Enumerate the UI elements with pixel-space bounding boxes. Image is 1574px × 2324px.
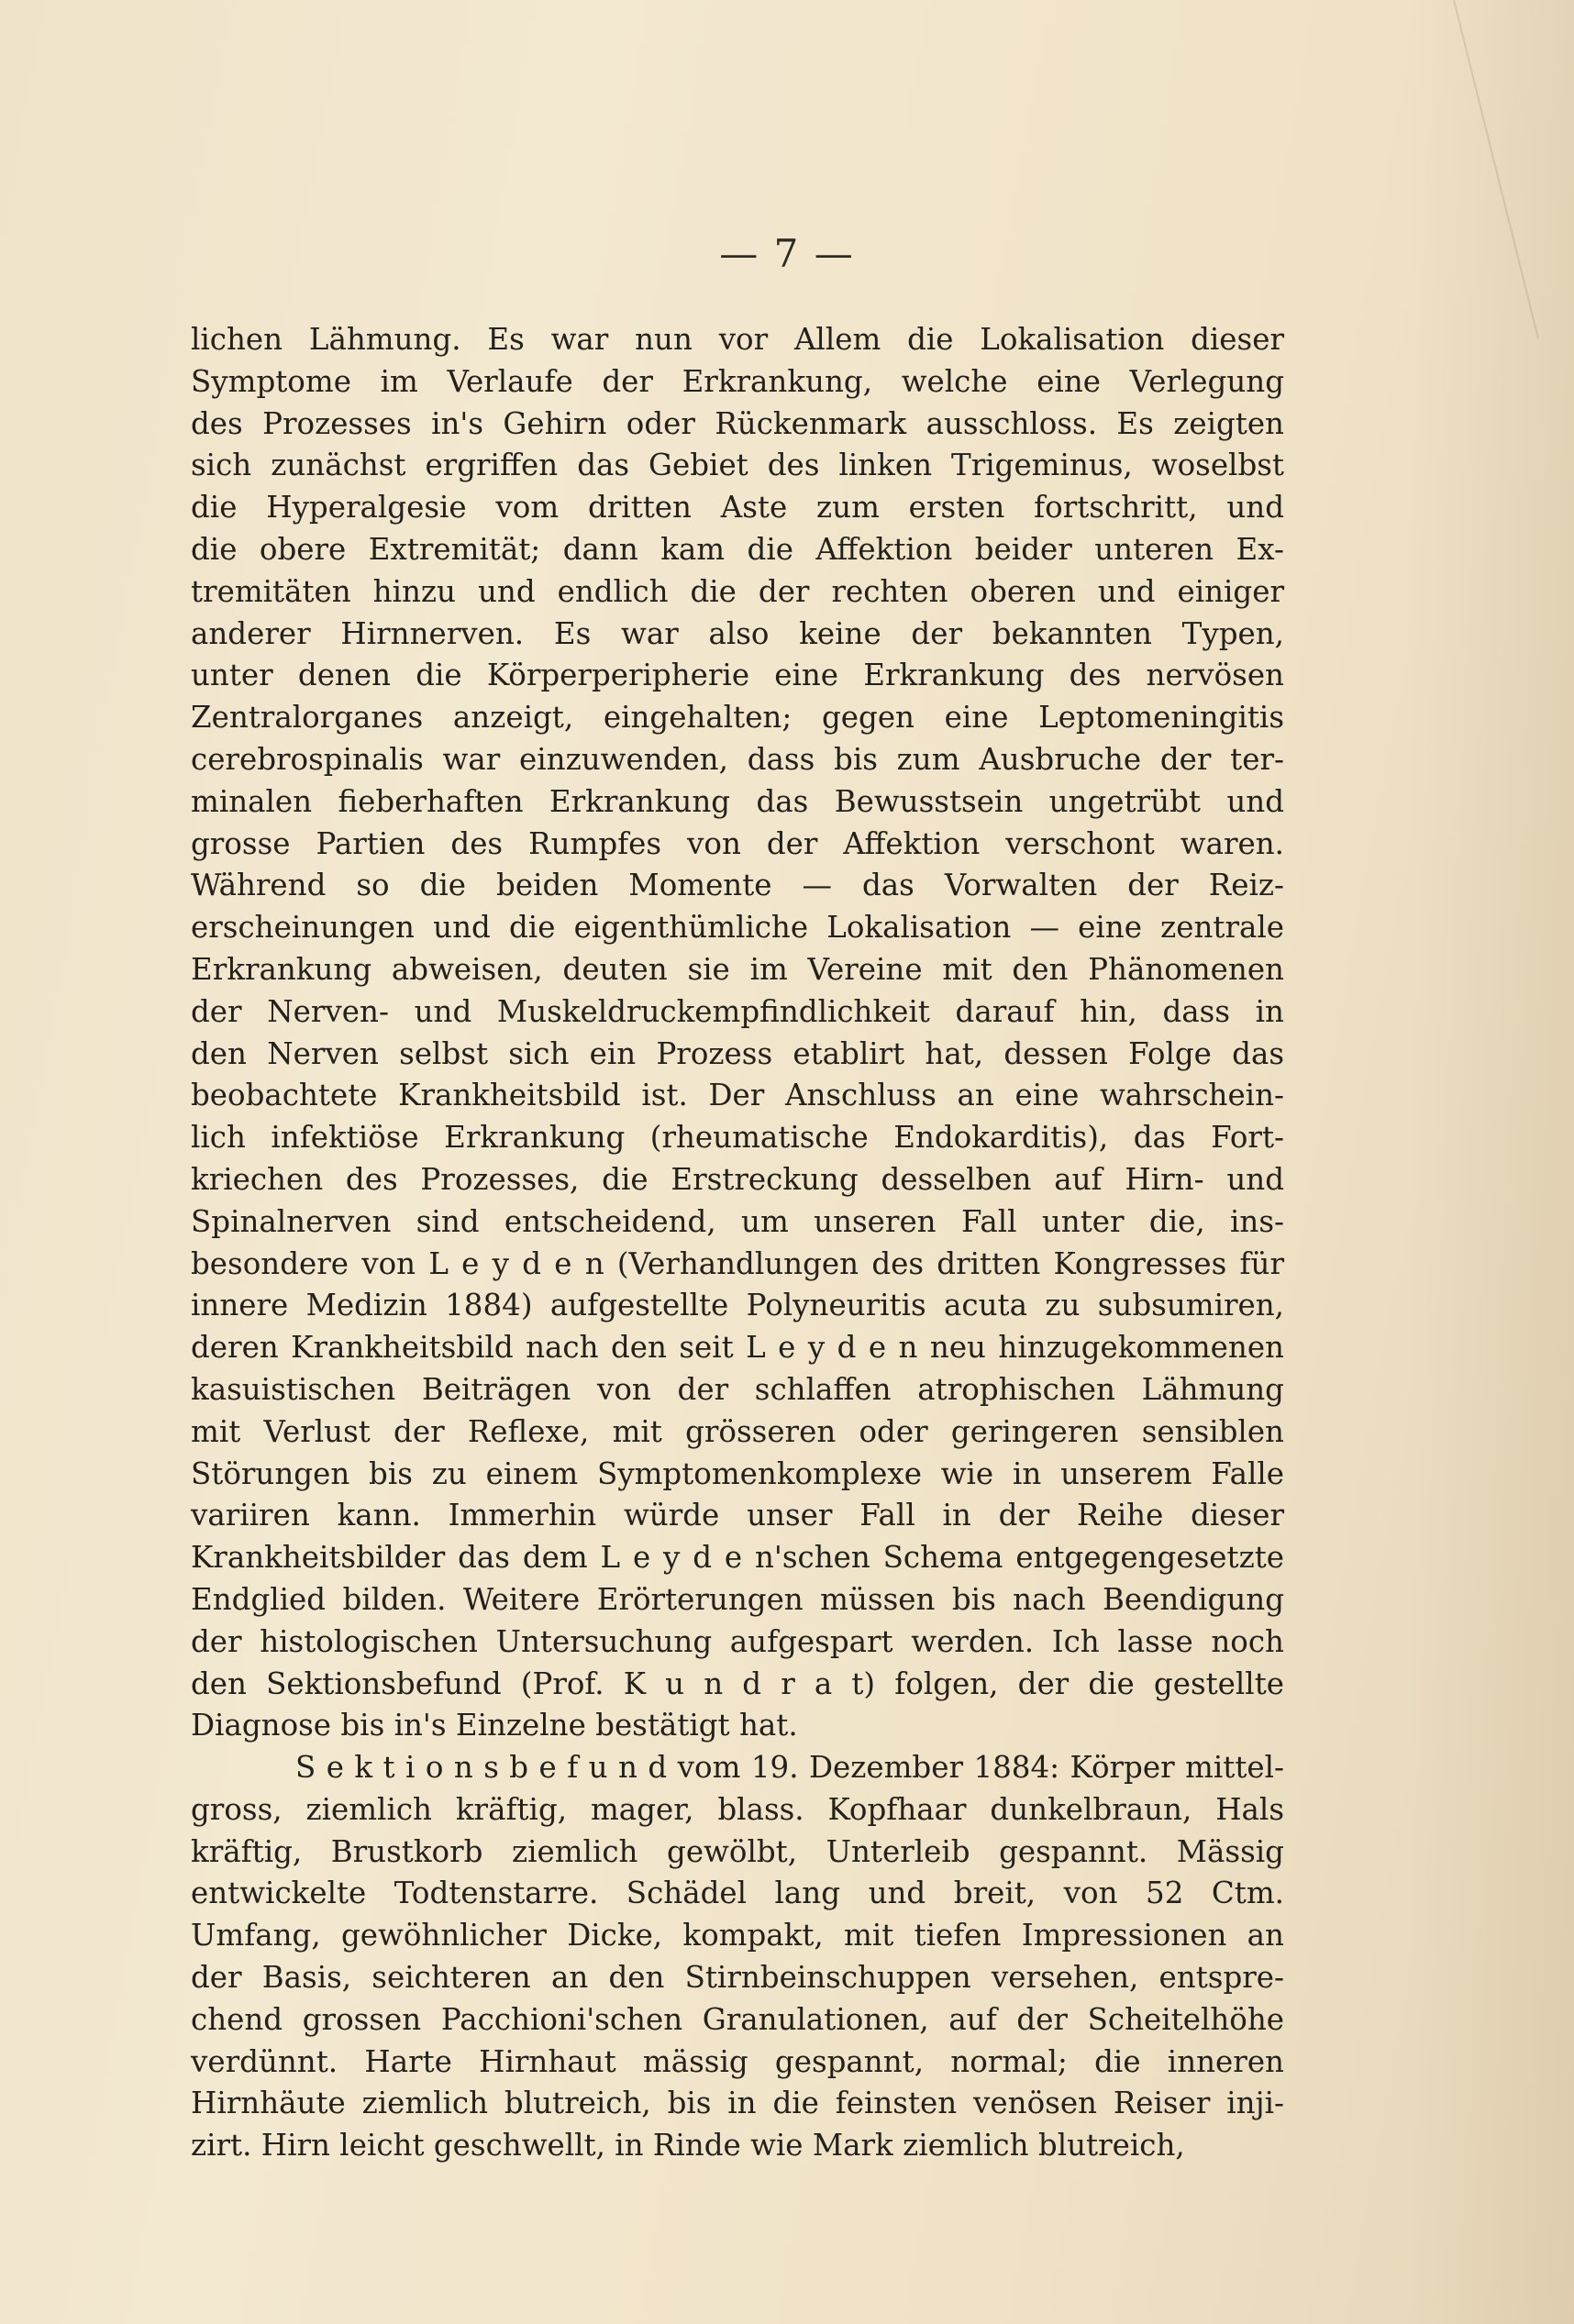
text-line: beobachtete Krankheitsbild ist. Der Anschluss an eine wahrschein- [191,1078,1284,1113]
text-line: grosse Partien des Rumpfes von der Affektion verschont waren. [191,825,1284,861]
text-line: verdünnt. Harte Hirnhaut mässig gespannt, normal; die inneren [191,2043,1284,2079]
text-line: Krankheitsbilder das dem L e y d e n'schen Schema entgegengesetzte [191,1540,1284,1576]
text-line: innere Medizin 1884) aufgestellte Polyneuritis acuta zu subsumiren, [191,1288,1284,1323]
text-line: lichen Lähmung. Es war nun vor Allem die Lokalisation dieser [191,322,1284,357]
text-line: besondere von L e y d e n (Verhandlungen des dritten Kongresses für [191,1245,1284,1281]
text-line: Während so die beiden Momente — das Vorwalten der Reiz- [191,868,1284,903]
text-line: entwickelte Todtenstarre. Schädel lang und breit, von 52 Ctm. [191,1876,1284,1911]
text-line: cerebrospinalis war einzuwenden, dass bis zum Ausbruche der ter- [191,741,1284,777]
text-line: Hirnhäute ziemlich blutreich, bis in die feinsten venösen Reiser inji- [191,2086,1284,2121]
text-line: kräftig, Brustkorb ziemlich gewölbt, Unterleib gespannt. Mässig [191,1833,1284,1869]
page-number: — 7 — [719,231,855,276]
body-text [191,319,1284,2167]
text-line: den Nerven selbst sich ein Prozess etablirt hat, dessen Folge das [191,1035,1284,1071]
text-line: minalen fieberhaften Erkrankung das Bewusstsein ungetrübt und [191,783,1284,819]
text-line: variiren kann. Immerhin würde unser Fall in der Reihe dieser [191,1498,1284,1533]
text-line: Erkrankung abweisen, deuten sie im Vereine mit den Phänomenen [191,951,1284,987]
text-line: Zentralorganes anzeigt, eingehalten; gegen eine Leptomeningitis [191,700,1284,736]
text-line: Spinalnerven sind entscheidend, um unseren Fall unter die, ins- [191,1203,1284,1239]
text-line: Symptome im Verlaufe der Erkrankung, welche eine Verlegung [191,363,1284,399]
text-line: des Prozesses in's Gehirn oder Rückenmark ausschloss. Es zeigten [191,405,1284,441]
text-line: den Sektionsbefund (Prof. K u n d r a t) folgen, der die gestellte [191,1666,1284,1701]
text-line: chend grossen Pacchioni'schen Granulationen, auf der Scheitelhöhe [191,2001,1284,2037]
text-line: der histologischen Untersuchung aufgespart werden. Ich lasse noch [191,1623,1284,1659]
text-line: lich infektiöse Erkrankung (rheumatische Endokarditis), das Fort- [191,1120,1284,1156]
text-line: Umfang, gewöhnlicher Dicke, kompakt, mit tiefen Impressionen an [191,1918,1284,1953]
text-line: anderer Hirnnerven. Es war also keine der bekannten Typen, [191,615,1284,651]
text-line: unter denen die Körperperipherie eine Erkrankung des nervösen [191,658,1284,693]
text-line: die Hyperalgesie vom dritten Aste zum ersten fortschritt, und [191,490,1284,526]
text-line: kriechen des Prozesses, die Erstreckung desselben auf Hirn- und [191,1161,1284,1197]
text-line: Endglied bilden. Weitere Erörterungen müssen bis nach Beendigung [191,1581,1284,1617]
text-line: gross, ziemlich kräftig, mager, blass. Kopfhaar dunkelbraun, Hals [191,1791,1284,1827]
text-line: zirt. Hirn leicht geschwellt, in Rinde wie Mark ziemlich blutreich, [191,2128,1185,2164]
text-line: erscheinungen und die eigenthümliche Lokalisation — eine zentrale [191,910,1284,946]
paper-shading [1409,0,1574,2324]
paper-fold-mark [1453,0,1539,338]
text-line: der Nerven- und Muskeldruckempfindlichkeit darauf hin, dass in [191,993,1284,1029]
text-line: mit Verlust der Reflexe, mit grösseren oder geringeren sensiblen [191,1413,1284,1449]
text-line: die obere Extremität; dann kam die Affektion beider unteren Ex- [191,531,1284,567]
text-line: tremitäten hinzu und endlich die der rechten oberen und einiger [191,573,1284,609]
text-line: S e k t i o n s b e f u n d vom 19. Dezember 1884: Körper mittel- [295,1750,1284,1786]
text-line: sich zunächst ergriffen das Gebiet des linken Trigeminus, woselbst [191,448,1284,483]
text-line: Störungen bis zu einem Symptomenkomplexe wie in unserem Falle [191,1455,1284,1491]
text-line: kasuistischen Beiträgen von der schlaffen atrophischen Lähmung [191,1371,1284,1407]
text-line: deren Krankheitsbild nach den seit L e y d e n neu hinzugekommenen [191,1330,1284,1366]
text-line: Diagnose bis in's Einzelne bestätigt hat. [191,1708,798,1743]
text-line: der Basis, seichteren an den Stirnbeinschuppen versehen, entspre- [191,1960,1284,1996]
